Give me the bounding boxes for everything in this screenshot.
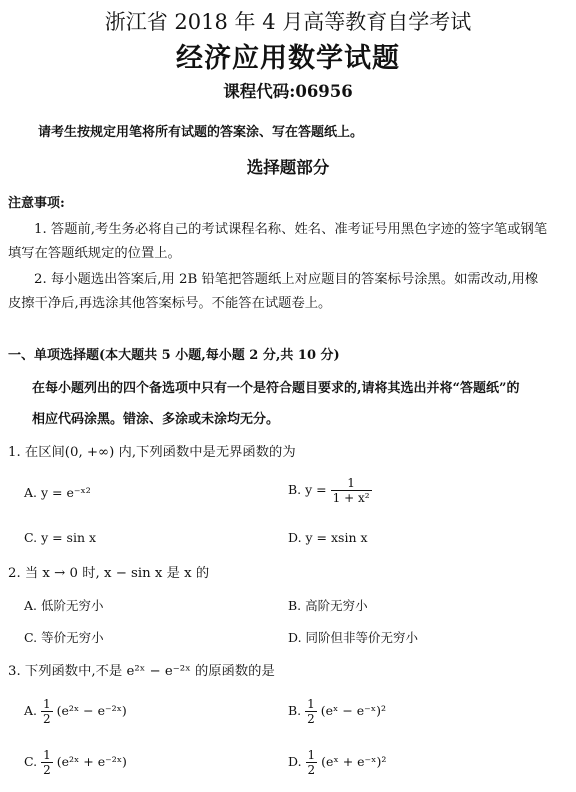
question-2-stem: 2. 当 x → 0 时, x − sin x 是 x 的 — [8, 566, 210, 581]
part1-heading: 一、单项选择题(本大题共 5 小题,每小题 2 分,共 10 分) — [8, 348, 340, 363]
fraction-numerator: 1 — [307, 748, 316, 762]
option-a-label: A. — [24, 703, 38, 718]
paper-title: 经济应用数学试题 — [176, 43, 400, 74]
fraction-half — [41, 748, 53, 777]
section-title: 选择题部分 — [246, 158, 330, 177]
question-3-option-b — [288, 697, 386, 726]
attention-item-2-line1: 2. 每小题选出答案后,用 2B 铅笔把答题纸上对应题目的答案标号涂黑。如需改动,用橡 — [34, 272, 539, 287]
question-1-option-a: A. y = e⁻ˣ² — [24, 485, 91, 500]
option-d-expression: (eˣ + e⁻ˣ)² — [321, 754, 387, 769]
fraction-denominator: 2 — [307, 763, 316, 777]
fraction-denominator: 2 — [43, 763, 51, 777]
exam-title: 浙江省 2018 年 4 月高等教育自学考试 — [104, 10, 472, 34]
option-d-label: D. — [288, 754, 302, 769]
part1-instruction-line1: 在每小题列出的四个备选项中只有一个是符合题目要求的,请将其选出并将“答题纸”的 — [32, 381, 520, 396]
course-code: 课程代码:06956 — [223, 82, 353, 101]
fraction-numerator: 1 — [307, 697, 315, 711]
answer-notice: 请考生按规定用笔将所有试题的答案涂、写在答题纸上。 — [38, 125, 364, 140]
attention-item-1-line2: 填写在答题纸规定的位置上。 — [8, 246, 181, 261]
fraction-denominator: 1 + x² — [332, 491, 370, 505]
question-2-option-a: A. 低阶无穷小 — [24, 598, 104, 613]
question-3-option-c — [24, 748, 127, 777]
fraction-denominator: 2 — [307, 712, 315, 726]
fraction-half — [41, 697, 53, 726]
fraction-half — [305, 697, 317, 726]
question-2-option-d: D. 同阶但非等价无穷小 — [288, 630, 419, 645]
part1-instruction-line2: 相应代码涂黑。错涂、多涂或未涂均无分。 — [32, 412, 280, 427]
attention-heading: 注意事项: — [8, 196, 65, 211]
question-1-option-d: D. y = xsin x — [288, 530, 368, 545]
option-c-label: C. — [24, 754, 38, 769]
option-b-label: B. — [288, 703, 302, 718]
option-b-label: B. y = — [288, 482, 327, 497]
fraction-denominator: 2 — [43, 712, 51, 726]
fraction-numerator: 1 — [331, 476, 372, 491]
question-3-stem: 3. 下列函数中,不是 e²ˣ − e⁻²ˣ 的原函数的是 — [8, 664, 275, 679]
fraction — [331, 476, 372, 505]
question-1-option-b — [288, 476, 372, 505]
fraction-half — [306, 748, 318, 777]
option-b-expression: (eˣ − e⁻ˣ)² — [320, 703, 386, 718]
fraction-numerator: 1 — [43, 697, 51, 711]
attention-item-1-line1: 1. 答题前,考生务必将自己的考试课程名称、姓名、准考证号用黑色字迹的签字笔或钢笔 — [34, 222, 548, 237]
question-2-option-b: B. 高阶无穷小 — [288, 598, 368, 613]
question-2-option-c: C. 等价无穷小 — [24, 630, 104, 645]
option-a-expression: (e²ˣ − e⁻²ˣ) — [56, 703, 127, 718]
question-3-option-a — [24, 697, 127, 726]
option-c-expression: (e²ˣ + e⁻²ˣ) — [56, 754, 127, 769]
attention-item-2-line2: 皮擦干净后,再选涂其他答案标号。不能答在试题卷上。 — [8, 296, 332, 311]
fraction-numerator: 1 — [43, 748, 51, 762]
question-1-option-c: C. y = sin x — [24, 530, 97, 545]
question-3-option-d — [288, 748, 386, 777]
question-1-stem: 1. 在区间(0, +∞) 内,下列函数中是无界函数的为 — [8, 445, 296, 460]
